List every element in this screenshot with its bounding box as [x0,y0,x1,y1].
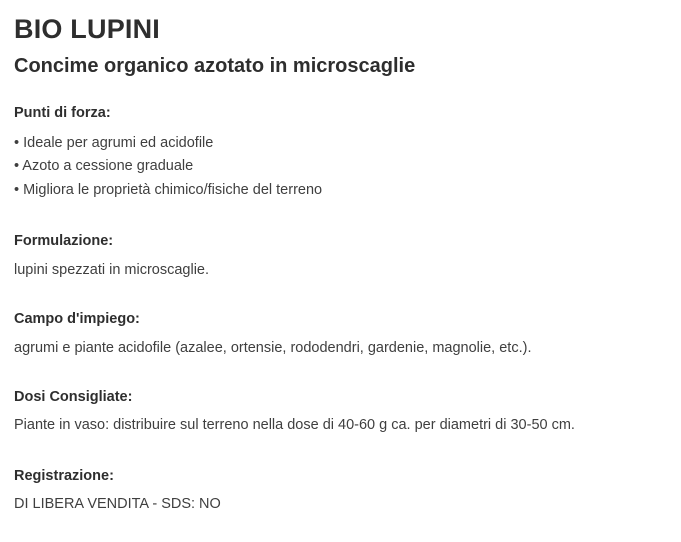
section-registration-text: DI LIBERA VENDITA - SDS: NO [14,495,221,512]
section-registration [14,467,667,516]
section-usage [14,310,667,360]
list-item: • Migliora le proprietà chimico/fisiche del terreno [14,181,323,198]
section-registration-heading: Registrazione: [14,468,114,485]
section-formulation-text: lupini spezzati in microscaglie. [14,262,210,279]
list-item: • Ideale per agrumi ed acidofile [14,134,214,151]
page-title: BIO LUPINI [14,14,161,44]
section-usage-heading: Campo d'impiego: [14,310,140,327]
section-dosage [14,388,667,438]
section-strengths [14,104,667,202]
section-dosage-heading: Dosi Consigliate: [14,388,133,405]
section-strengths-heading: Punti di forza: [14,105,111,122]
section-formulation [14,232,667,282]
section-usage-text: agrumi e piante acidofile (azalee, ortensie, rododendri, gardenie, magnolie, etc.). [14,339,532,356]
section-formulation-heading: Formulazione: [14,233,114,250]
product-subtitle: Concime organico azotato in microscaglie [14,55,416,78]
list-item: • Azoto a cessione graduale [14,158,194,175]
strengths-list [14,132,667,202]
section-dosage-text: Piante in vaso: distribuire sul terreno nella dose di 40-60 g ca. per diametri di 30-50 cm. [14,417,575,434]
